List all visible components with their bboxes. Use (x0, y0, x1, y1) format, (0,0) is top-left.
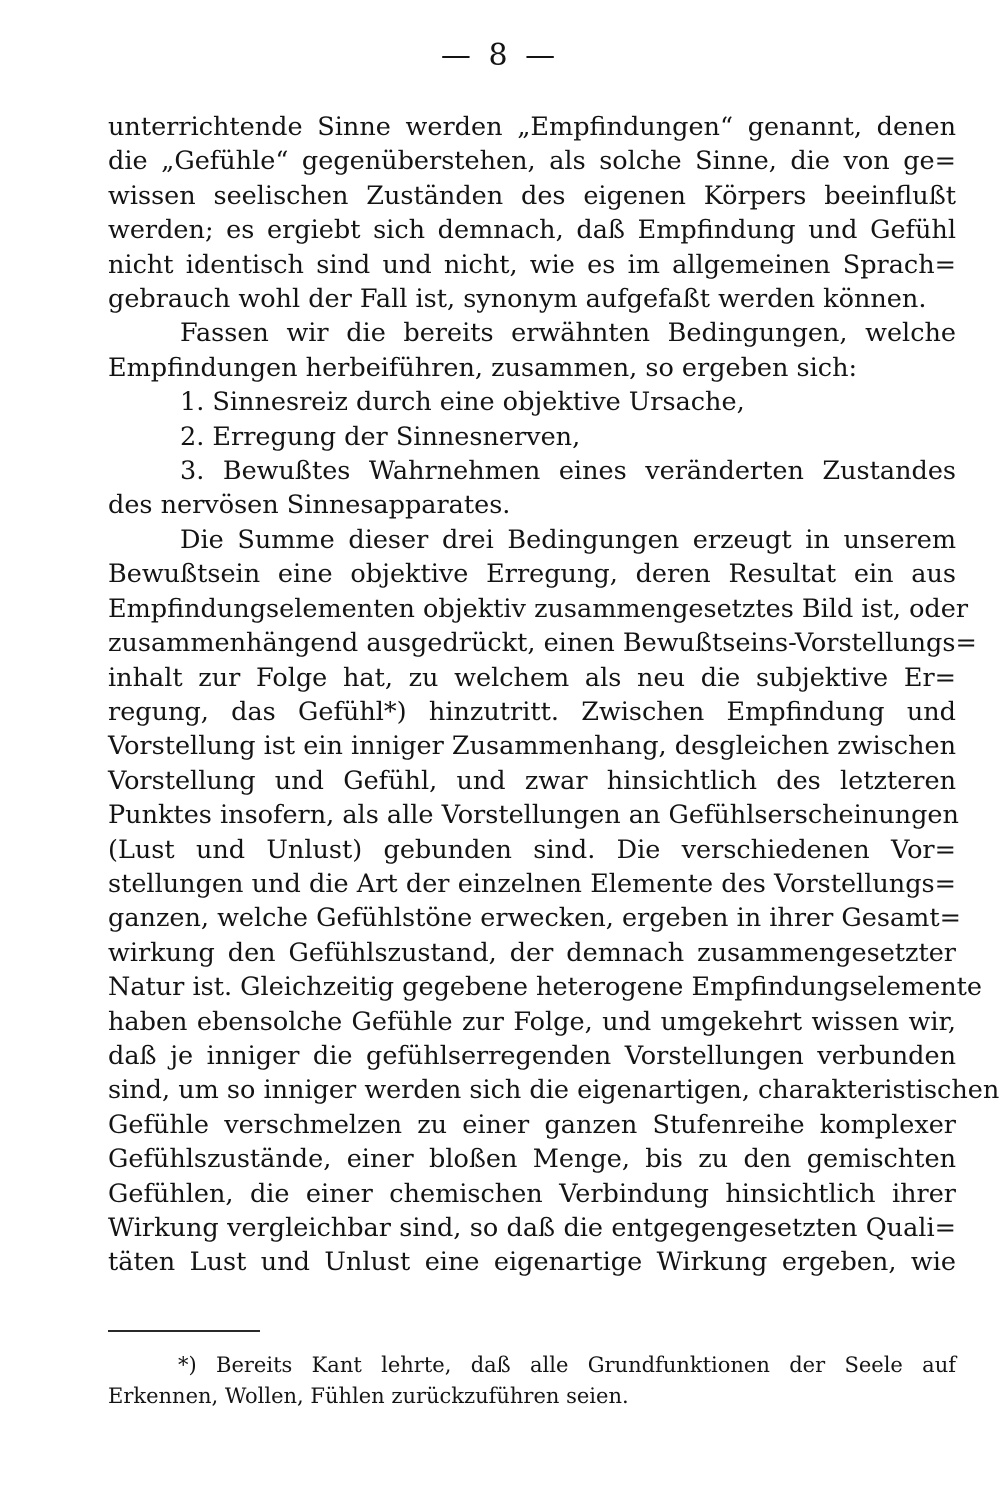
body-text (108, 110, 1000, 1280)
text-line: des nervösen Sinnesapparates. (108, 490, 511, 521)
text-line: sind, um so inniger werden sich die eigenartigen, charakteristischen (108, 1075, 1000, 1106)
text-line: Empfindungselementen objektiv zusammengesetztes Bild ist, oder (108, 593, 969, 624)
text-line: 2. Erregung der Sinnesnerven, (180, 421, 581, 452)
text-line: 1. Sinnesreiz durch eine objektive Ursache, (180, 387, 745, 418)
text-line: Gefühlszustände, einer bloßen Menge, bis zu den gemischten (108, 1144, 956, 1175)
footnote-line: *) Bereits Kant lehrte, daß alle Grundfunktionen der Seele auf (178, 1353, 956, 1377)
text-line: Vorstellung ist ein inniger Zusammenhang, desgleichen zwischen (108, 731, 957, 762)
text-line: Vorstellung und Gefühl, und zwar hinsichtlich des letzteren (108, 765, 956, 796)
text-line: Wirkung vergleichbar sind, so daß die entgegengesetzten Quali= (108, 1213, 956, 1243)
text-line: Gefühlen, die einer chemischen Verbindung hinsichtlich ihrer (108, 1178, 956, 1209)
text-line: unterrichtende Sinne werden „Empfindungen“ genannt, denen (108, 112, 956, 142)
text-line: inhalt zur Folge hat, zu welchem als neu die subjektive Er= (108, 662, 956, 693)
text-line: Empfindungen herbeiführen, zusammen, so ergeben sich: (108, 352, 858, 383)
text-line: regung, das Gefühl*) hinzutritt. Zwischen Empfindung und (108, 696, 956, 727)
text-line: Gefühle verschmelzen zu einer ganzen Stufenreihe komplexer (108, 1109, 956, 1140)
text-line: die „Gefühle“ gegenüberstehen, als solche Sinne, die von ge= (108, 146, 956, 177)
text-line: Fassen wir die bereits erwähnten Bedingungen, welche (180, 318, 956, 349)
text-line: daß je inniger die gefühlserregenden Vorstellungen verbunden (108, 1040, 956, 1071)
text-line: wirkung den Gefühlszustand, der demnach zusammengesetzter (108, 937, 956, 968)
text-line: Punktes insofern, als alle Vorstellungen an Gefühlserscheinungen (108, 800, 959, 831)
text-line: Natur ist. Gleichzeitig gegebene heterogene Empfindungselemente (108, 972, 982, 1003)
text-line: (Lust und Unlust) gebunden sind. Die verschiedenen Vor= (108, 834, 956, 865)
footnote-rule (108, 1330, 260, 1332)
text-line: wissen seelischen Zuständen des eigenen Körpers beeinflußt (108, 180, 956, 211)
text-line: haben ebensolche Gefühle zur Folge, und umgekehrt wissen wir, (108, 1006, 956, 1037)
page-number: — 8 — (440, 38, 560, 73)
text-line: täten Lust und Unlust eine eigenartige Wirkung ergeben, wie (108, 1247, 956, 1278)
footnote (108, 1350, 956, 1412)
text-line: Bewußtsein eine objektive Erregung, deren Resultat ein aus (108, 559, 956, 590)
text-line: gebrauch wohl der Fall ist, synonym aufgefaßt werden können. (108, 284, 927, 315)
text-line: Die Summe dieser drei Bedingungen erzeugt in unserem (180, 524, 956, 555)
text-line: stellungen und die Art der einzelnen Elemente des Vorstellungs= (108, 868, 956, 899)
text-line: ganzen, welche Gefühlstöne erwecken, ergeben in ihrer Gesamt= (108, 903, 961, 934)
text-line: werden; es ergiebt sich demnach, daß Empfindung und Gefühl (108, 215, 956, 246)
footnote-line: Erkennen, Wollen, Fühlen zurückzuführen seien. (108, 1384, 629, 1408)
text-line: 3. Bewußtes Wahrnehmen eines veränderten Zustandes (180, 456, 956, 487)
text-line: nicht identisch sind und nicht, wie es im allgemeinen Sprach= (108, 249, 956, 280)
text-line: zusammenhängend ausgedrückt, einen Bewußtseins-Vorstellungs= (108, 628, 977, 659)
